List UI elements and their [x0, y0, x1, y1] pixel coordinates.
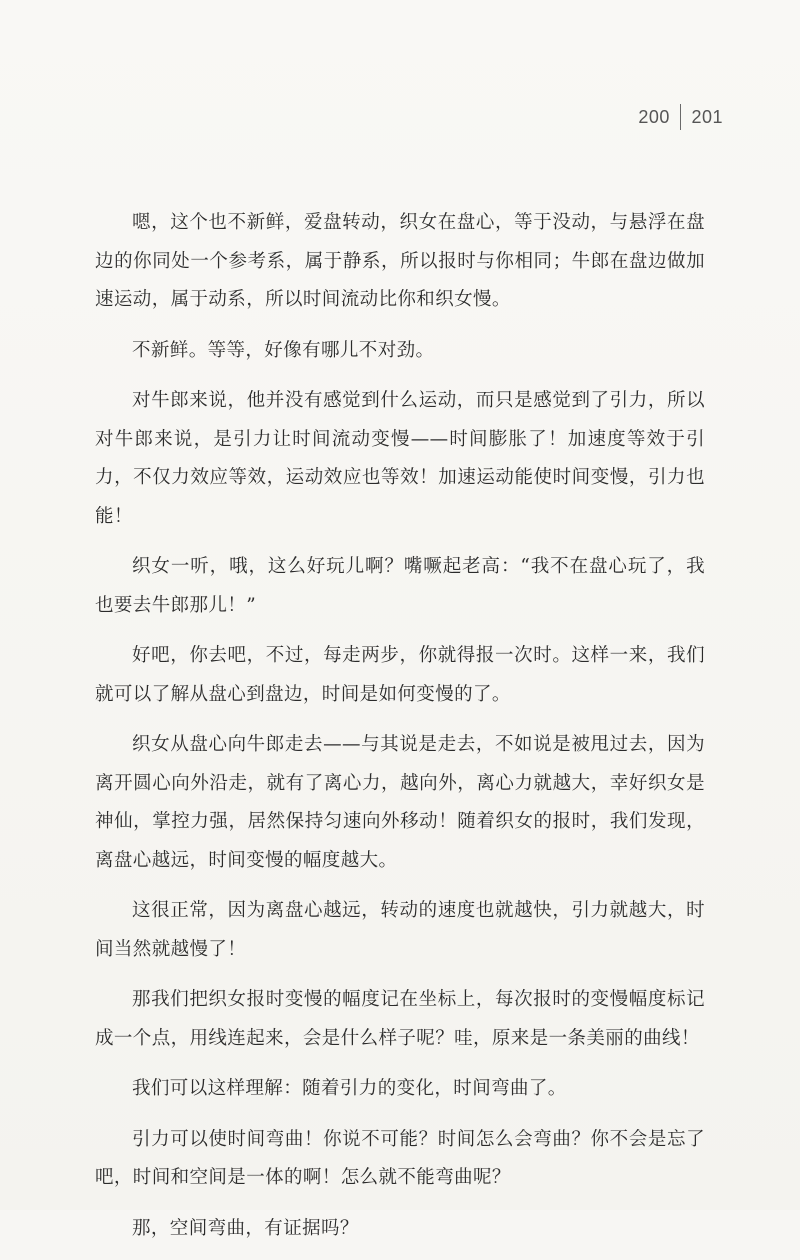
- paragraph: 我们可以这样理解：随着引力的变化，时间弯曲了。: [132, 1078, 567, 1099]
- paragraph: 织女从盘心向牛郎走去——与其说是走去，不如说是被甩过去，因为离开圆心向外沿走，就有了离心力，越向外，离心力就越大，幸好织女是神仙，掌控力强，居然保持匀速向外移动！随着织女的报时，我们发现，离盘心越远，时间变慢的幅度越大。: [95, 734, 705, 871]
- page-number-header: [638, 104, 723, 130]
- paragraph: 对牛郎来说，他并没有感觉到什么运动，而只是感觉到了引力，所以对牛郎来说，是引力让时间流动变慢——时间膨胀了！加速度等效于引力，不仅力效应等效，运动效应也等效！加速运动能使时间变慢，引力也能！: [95, 390, 705, 527]
- paragraph: 不新鲜。等等，好像有哪儿不对劲。: [132, 339, 435, 361]
- paragraph: 织女一听，哦，这么好玩儿啊？嘴噘起老高：“我不在盘心玩了，我也要去牛郎那儿！”: [95, 556, 705, 616]
- body-text: [95, 204, 705, 1260]
- left-page-number: 200: [638, 106, 670, 127]
- paragraph: 嗯，这个也不新鲜，爱盘转动，织女在盘心，等于没动，与悬浮在盘边的你同处一个参考系，属于静系，所以报时与你相同；牛郎在盘边做加速运动，属于动系，所以时间流动比你和织女慢。: [95, 212, 705, 310]
- paragraph: 引力可以使时间弯曲！你说不可能？时间怎么会弯曲？你不会是忘了吧，时间和空间是一体的啊！怎么就不能弯曲呢？: [95, 1128, 705, 1188]
- paragraph: 那，空间弯曲，有证据吗？: [132, 1217, 359, 1239]
- paragraph: 那我们把织女报时变慢的幅度记在坐标上，每次报时的变慢幅度标记成一个点，用线连起来，会是什么样子呢？哇，原来是一条美丽的曲线！: [95, 989, 705, 1049]
- paragraph: 这很正常，因为离盘心越远，转动的速度也就越快，引力就越大，时间当然就越慢了！: [95, 900, 705, 960]
- right-page-number: 201: [691, 106, 723, 127]
- paragraph: 好吧，你去吧，不过，每走两步，你就得报一次时。这样一来，我们就可以了解从盘心到盘边，时间是如何变慢的了。: [95, 645, 705, 705]
- page-number-divider: [680, 104, 682, 130]
